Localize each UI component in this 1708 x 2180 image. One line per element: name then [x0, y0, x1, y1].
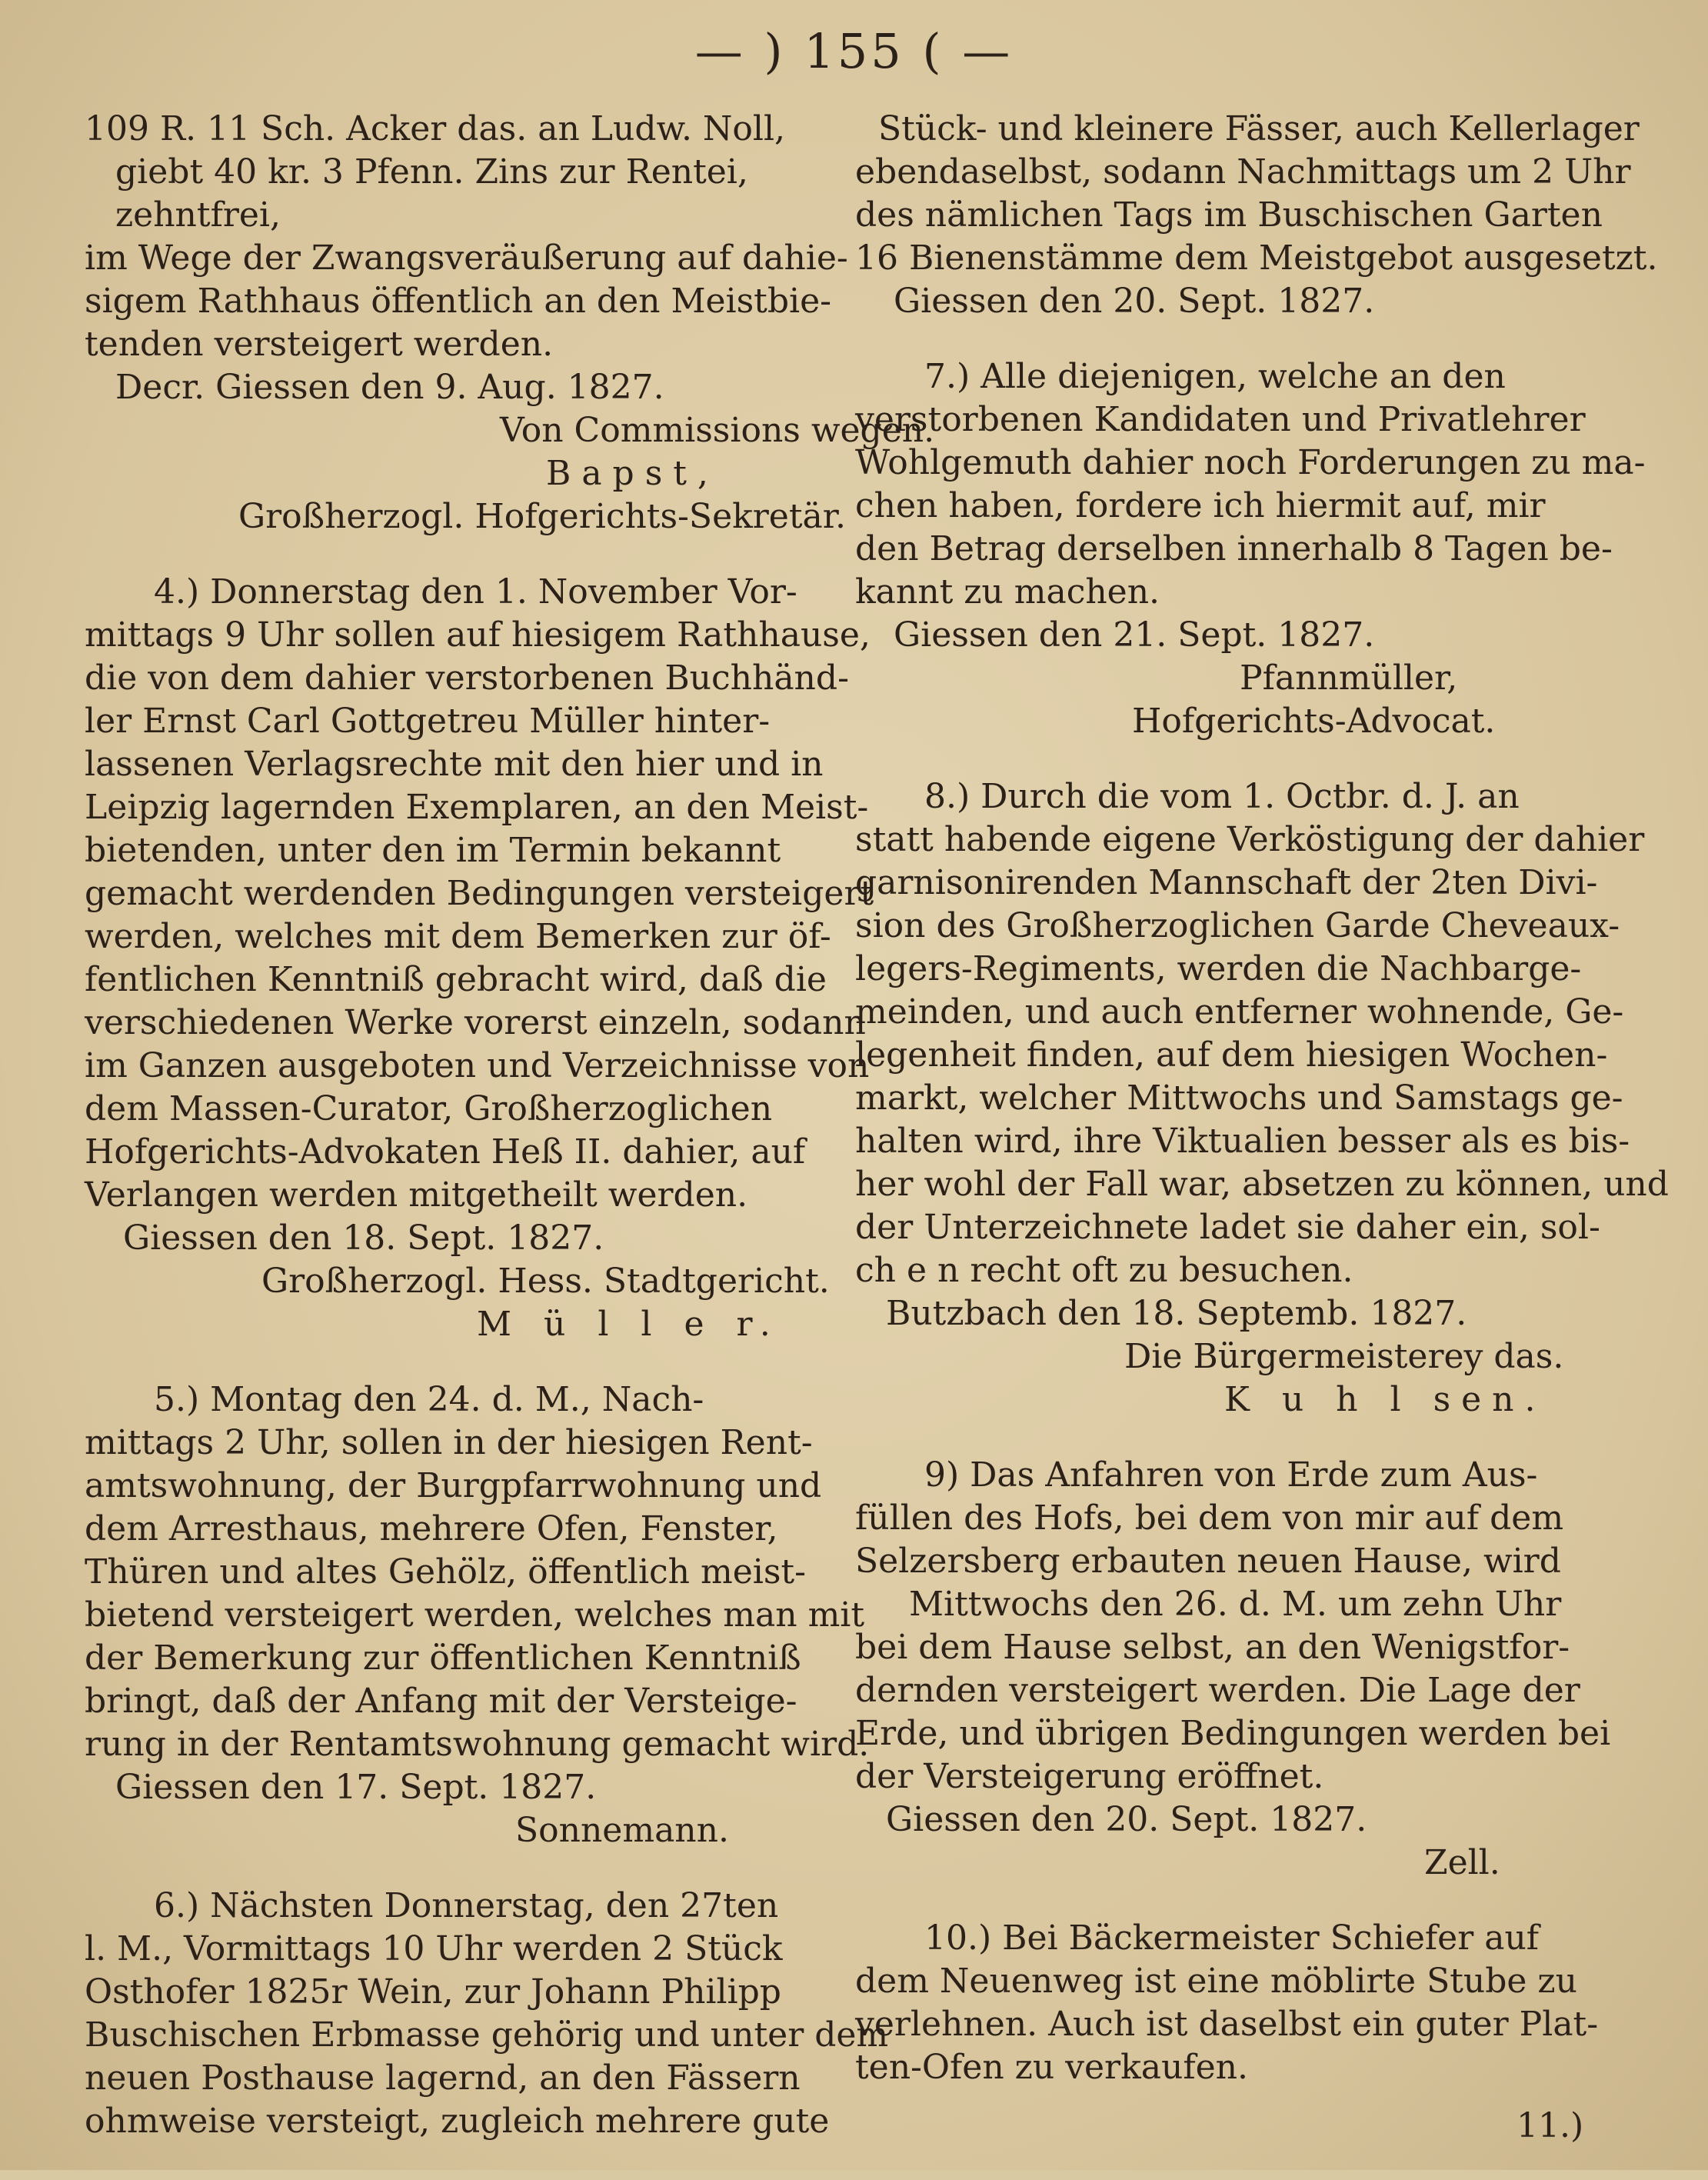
text-line: lassenen Verlagsrechte mit den hier und in	[85, 745, 824, 784]
page-number-header: — ) 155 ( —	[694, 23, 1014, 79]
text-line: zehntfrei,	[115, 195, 281, 235]
text-line: her wohl der Fall war, absetzen zu können, und	[855, 1165, 1669, 1204]
notice-signature: Pfannmüller,	[1240, 658, 1458, 698]
text-line: Thüren und altes Gehölz, öffentlich meist-	[85, 1552, 806, 1592]
notice-5	[85, 1378, 870, 1852]
text-line: bietend versteigert werden, welches man mit	[85, 1595, 865, 1635]
text-line: ebendaselbst, sodann Nachmittags um 2 Uhr	[855, 152, 1631, 192]
text-line: Stück- und kleinere Fässer, auch Kellerlager	[878, 109, 1640, 148]
notice-signature: B a p s t ,	[546, 454, 708, 493]
text-line: gemacht werdenden Bedingungen versteigert	[85, 874, 874, 913]
notice-date: Giessen den 18. Sept. 1827.	[123, 1218, 604, 1258]
text-line: Hofgerichts-Advokaten Heß II. dahier, auf	[85, 1132, 806, 1172]
text-line: legenheit finden, auf dem hiesigen Wochen-	[855, 1035, 1608, 1075]
text-line: 7.) Alle diejenigen, welche an den	[924, 357, 1506, 396]
text-line: ten-Ofen zu verkaufen.	[855, 2048, 1248, 2087]
text-line: des nämlichen Tags im Buschischen Garten	[855, 195, 1603, 235]
notice-7	[855, 355, 1646, 743]
notice-signature: K u h l sen.	[1224, 1380, 1547, 1419]
notice-6	[85, 1885, 889, 2143]
left-column	[85, 108, 935, 2175]
notice-8	[855, 775, 1669, 1422]
notice-10	[855, 1917, 1624, 2148]
notice-signature: M ü l l e r.	[477, 1305, 781, 1344]
notice-6-continued	[855, 108, 1658, 323]
text-line: rung in der Rentamtswohnung gemacht wird.	[85, 1725, 870, 1764]
text-line: ohmweise versteigt, zugleich mehrere gute	[85, 2102, 830, 2141]
notice-date: Decr. Giessen den 9. Aug. 1827.	[115, 368, 664, 407]
text-line: füllen des Hofs, bei dem von mir auf dem	[855, 1498, 1564, 1538]
notice-signature: Großherzogl. Hess. Stadtgericht.	[261, 1262, 830, 1301]
text-line: 10.) Bei Bäckermeister Schiefer auf	[924, 1918, 1540, 1958]
text-line: fentlichen Kenntniß gebracht wird, daß die	[85, 960, 827, 999]
text-line: mittags 9 Uhr sollen auf hiesigem Rathhause,	[85, 615, 871, 655]
text-line: ch e n recht oft zu besuchen.	[855, 1251, 1353, 1290]
text-line: sion des Großherzoglichen Garde Cheveaux-	[855, 906, 1620, 945]
text-line: im Ganzen ausgeboten und Verzeichnisse von	[85, 1046, 870, 1085]
text-line: der Bemerkung zur öffentlichen Kenntniß	[85, 1638, 801, 1678]
notice-date: Butzbach den 18. Septemb. 1827.	[886, 1294, 1467, 1333]
text-line: Selzersberg erbauten neuen Hause, wird	[855, 1542, 1561, 1581]
text-line: dem Arresthaus, mehrere Ofen, Fenster,	[85, 1509, 778, 1548]
text-line: der Versteigerung eröffnet.	[855, 1757, 1324, 1796]
text-line: legers-Regiments, werden die Nachbarge-	[855, 949, 1582, 988]
text-line: 6.) Nächsten Donnerstag, den 27ten	[154, 1886, 779, 1925]
text-line: Osthofer 1825r Wein, zur Johann Philipp	[85, 1972, 781, 2012]
text-line: mittags 2 Uhr, sollen in der hiesigen Rent-	[85, 1423, 813, 1462]
text-line: bei dem Hause selbst, an den Wenigstfor-	[855, 1628, 1570, 1667]
text-line: bringt, daß der Anfang mit der Versteige-	[85, 1682, 797, 1721]
text-line: Leipzig lagernden Exemplaren, an den Meist-	[85, 788, 869, 827]
text-line: Erde, und übrigen Bedingungen werden bei	[855, 1714, 1611, 1753]
text-line: Mittwochs den 26. d. M. um zehn Uhr	[909, 1585, 1562, 1624]
text-line: 16 Bienenstämme dem Meistgebot ausgesetzt.	[855, 238, 1658, 278]
text-line: dem Massen-Curator, Großherzoglichen	[85, 1089, 773, 1128]
text-line: verlehnen. Auch ist daselbst ein guter Plat-	[855, 2005, 1599, 2044]
text-line: Verlangen werden mitgetheilt werden.	[85, 1175, 748, 1215]
notice-date: Giessen den 20. Sept. 1827.	[886, 1800, 1367, 1839]
text-line: dem Neuenweg ist eine möblirte Stube zu	[855, 1962, 1577, 2001]
notice-4	[85, 571, 874, 1346]
text-line: verstorbenen Kandidaten und Privatlehrer	[855, 400, 1586, 439]
text-line: l. M., Vormittags 10 Uhr werden 2 Stück	[85, 1929, 783, 1968]
text-line: 8.) Durch die vom 1. Octbr. d. J. an	[924, 777, 1520, 816]
text-line: neuen Posthause lagernd, an den Fässern	[85, 2058, 801, 2098]
notice-signature: Zell.	[1424, 1843, 1500, 1882]
text-line: 4.) Donnerstag den 1. November Vor-	[154, 572, 797, 612]
text-line: verschiedenen Werke vorerst einzeln, sodann	[85, 1003, 866, 1042]
text-line: kannt zu machen.	[855, 572, 1160, 612]
text-line: halten wird, ihre Viktualien besser als es bis-	[855, 1122, 1630, 1161]
notice-date: Giessen den 17. Sept. 1827.	[115, 1768, 597, 1807]
text-line: 109 R. 11 Sch. Acker das. an Ludw. Noll,	[85, 109, 786, 148]
text-line: den Betrag derselben innerhalb 8 Tagen be-	[855, 529, 1613, 568]
notice-signature: Die Bürgermeisterey das.	[1124, 1337, 1564, 1376]
text-line: tenden versteigert werden.	[85, 325, 554, 364]
notice-signature: Großherzogl. Hofgerichts-Sekretär.	[238, 497, 846, 536]
text-line: bietenden, unter den im Termin bekannt	[85, 831, 781, 870]
text-line: der Unterzeichnete ladet sie daher ein, sol-	[855, 1208, 1600, 1247]
notice-signature: Von Commissions wegen.	[500, 411, 935, 450]
right-column	[855, 108, 1669, 2180]
text-line: ler Ernst Carl Gottgetreu Müller hinter-	[85, 702, 771, 741]
text-line: markt, welcher Mittwochs und Samstags ge-	[855, 1078, 1623, 1118]
notice-date: Giessen den 21. Sept. 1827.	[894, 615, 1375, 655]
text-line: Wohlgemuth dahier noch Forderungen zu ma-	[855, 443, 1646, 482]
text-line: werden, welches mit dem Bemerken zur öf-	[85, 917, 831, 956]
text-line: dernden versteigert werden. Die Lage der	[855, 1671, 1580, 1710]
notice-9	[855, 1454, 1624, 1885]
text-line: garnisonirenden Mannschaft der 2ten Divi-	[855, 863, 1598, 902]
text-line: giebt 40 kr. 3 Pfenn. Zins zur Rentei,	[115, 152, 748, 192]
catchword: 11.)	[1517, 2106, 1584, 2145]
text-line: amtswohnung, der Burgpfarrwohnung und	[85, 1466, 822, 1505]
text-line: meinden, und auch entferner wohnende, Ge-	[855, 992, 1624, 1032]
text-line: sigem Rathhaus öffentlich an den Meistbie-	[85, 282, 832, 321]
notice-date: Giessen den 20. Sept. 1827.	[894, 282, 1375, 321]
text-line: die von dem dahier verstorbenen Buchhänd-	[85, 658, 849, 698]
notice-signature: Hofgerichts-Advocat.	[1132, 702, 1496, 741]
text-line: statt habende eigene Verköstigung der dahier	[855, 820, 1645, 859]
text-line: Buschischen Erbmasse gehörig und unter dem	[85, 2015, 889, 2055]
notice-signature: Sonnemann.	[515, 1811, 729, 1850]
text-line: 5.) Montag den 24. d. M., Nach-	[154, 1380, 704, 1419]
notice-109	[85, 108, 935, 538]
text-line: chen haben, fordere ich hiermit auf, mir	[855, 486, 1546, 525]
text-line: 9) Das Anfahren von Erde zum Aus-	[924, 1455, 1538, 1495]
text-line: im Wege der Zwangsveräußerung auf dahie-	[85, 238, 848, 278]
